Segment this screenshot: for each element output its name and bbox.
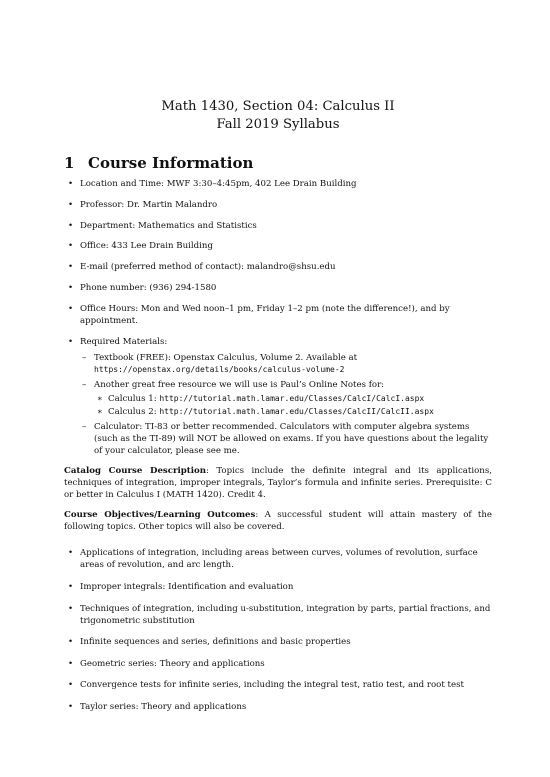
info-department: • Department: Mathematics and Statistics <box>64 220 492 232</box>
objective-item: • Applications of integration, including areas between curves, volumes of revolution, surface areas of revolution, and arc length. <box>64 547 492 571</box>
calc2-label: Calculus 2: <box>108 406 157 417</box>
calc2-link[interactable]: http://tutorial.math.lamar.edu/Classes/CalcII/CalcII.aspx <box>159 406 434 416</box>
info-office-hours: • Office Hours: Mon and Wed noon–1 pm, Friday 1–2 pm (note the difference!), and by appointment. <box>64 303 492 327</box>
textbook-link[interactable]: https://openstax.org/details/books/calculus-volume-2 <box>94 364 345 374</box>
info-office: • Office: 433 Lee Drain Building <box>64 240 492 252</box>
objective-item: • Taylor series: Theory and applications <box>64 701 492 713</box>
objectives-label: Course Objectives/Learning Outcomes <box>64 510 256 521</box>
materials-list <box>80 352 492 457</box>
resource-links-list <box>94 393 492 418</box>
objective-item: • Improper integrals: Identification and evaluation <box>64 581 492 593</box>
catalog-label: Catalog Course Description <box>64 466 207 477</box>
objective-item: • Techniques of integration, including u-substitution, integration by parts, partial fractions, and trigonometric substitution <box>64 603 492 627</box>
calc2-item <box>94 406 492 418</box>
info-location: • Location and Time: MWF 3:30–4:45pm, 402 Lee Drain Building <box>64 178 492 190</box>
document-subtitle: Fall 2019 Syllabus <box>216 117 340 132</box>
calc1-item <box>94 393 492 405</box>
info-materials <box>64 336 492 457</box>
catalog-text: : Topics include the definite integral and its applications, techniques of integration, improper integrals, Taylor’s formula and infinite series. Prerequisite: C or better in Calculus I (MATH 1420). Credit 4. <box>64 466 492 501</box>
textbook-item <box>80 352 492 376</box>
document-title: Math 1430, Section 04: Calculus II <box>161 99 395 114</box>
section-number: 1 <box>64 154 75 172</box>
section-heading <box>64 154 492 172</box>
objective-item: • Geometric series: Theory and applications <box>64 658 492 670</box>
objectives-text: : A successful student will attain mastery of the following topics. Other topics will also be covered. <box>64 510 492 533</box>
textbook-text: Textbook (FREE): Openstax Calculus, Volume 2. Available at <box>94 352 358 363</box>
objective-item: • Infinite sequences and series, definitions and basic properties <box>64 636 492 648</box>
objectives-intro <box>64 509 492 533</box>
resource-text: Another great free resource we will use is Paul’s Online Notes for: <box>94 379 385 390</box>
info-professor: • Professor: Dr. Martin Malandro <box>64 199 492 211</box>
calc1-label: Calculus 1: <box>108 393 157 404</box>
objective-item: • Convergence tests for infinite series, including the integral test, ratio test, and root test <box>64 679 492 691</box>
calc1-link[interactable]: http://tutorial.math.lamar.edu/Classes/CalcI/CalcI.aspx <box>159 393 425 403</box>
info-email: • E-mail (preferred method of contact): malandro@shsu.edu <box>64 261 492 273</box>
info-phone: • Phone number: (936) 294-1580 <box>64 282 492 294</box>
calculator-item: – Calculator: TI-83 or better recommended. Calculators with computer algebra systems (such as the TI-89) will NOT be allowed on exams. If you have questions about the legality of your calculator, please see me. <box>80 421 492 457</box>
objectives-list <box>64 547 492 713</box>
section-title: Course Information <box>88 154 254 172</box>
materials-label: Required Materials: <box>80 336 168 347</box>
catalog-description <box>64 465 492 501</box>
resource-item <box>80 379 492 418</box>
course-info-list <box>64 178 492 457</box>
